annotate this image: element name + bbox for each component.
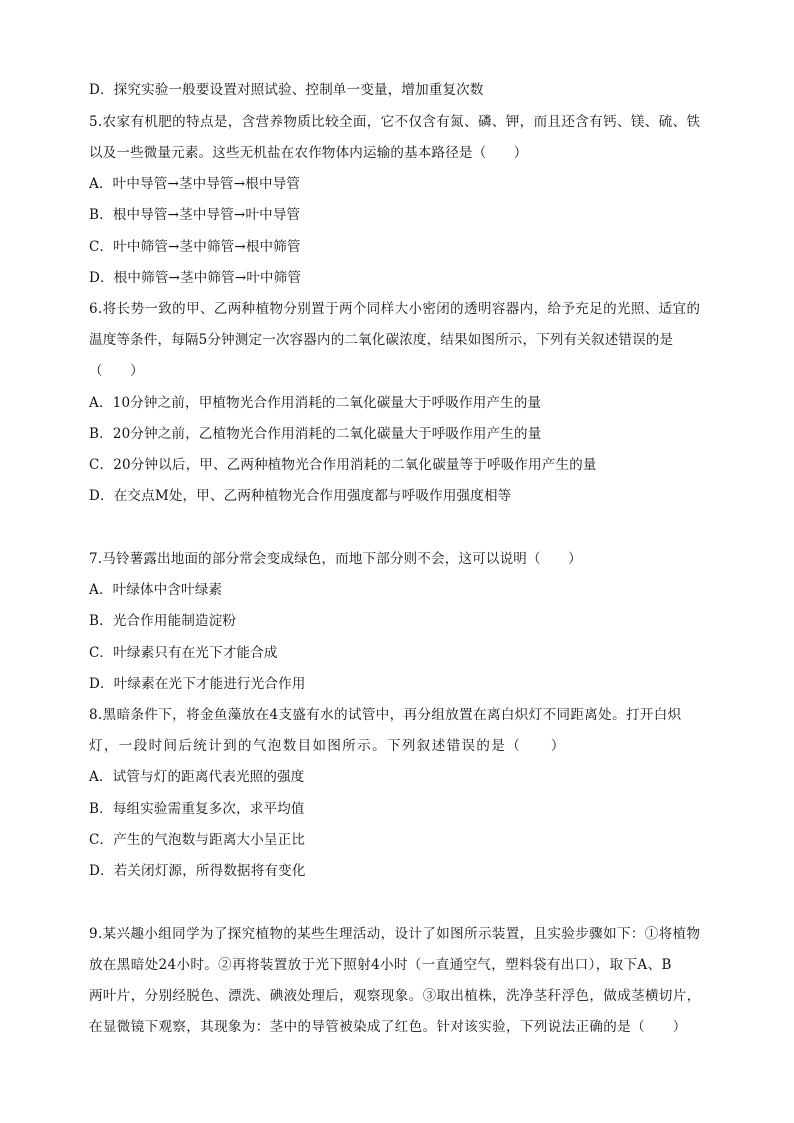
q6-stem-line-3: （ ） xyxy=(89,363,144,379)
q6-option-b: B．20分钟之前，乙植物光合作用消耗的二氧化碳量大于呼吸作用产生的量 xyxy=(89,426,542,442)
q6-stem-line-1: 6.将长势一致的甲、乙两种植物分别置于两个同样大小密闭的透明容器内，给予充足的光照、适宜的 xyxy=(89,301,701,317)
q9-stem-line-3: 两叶片，分别经脱色、漂洗、碘液处理后，观察现象。③取出植株，洗净茎秆浮色，做成茎横切片， xyxy=(89,988,701,1004)
q8-option-c: C．产生的气泡数与距离大小呈正比 xyxy=(89,832,306,848)
q6-option-c: C．20分钟以后，甲、乙两种植物光合作用消耗的二氧化碳量等于呼吸作用产生的量 xyxy=(89,457,597,473)
q8-option-d: D．若关闭灯源，所得数据将有变化 xyxy=(89,863,306,879)
q9-stem-line-2: 放在黑暗处24小时。②再将装置放于光下照射4小时（一直通空气，塑料袋有出口），取下A、B xyxy=(89,957,672,973)
q5-option-a: A．叶中导管→茎中导管→根中导管 xyxy=(89,176,301,192)
q6-stem-line-2: 温度等条件，每隔5分钟测定一次容器内的二氧化碳浓度，结果如图所示，下列有关叙述错误的是 xyxy=(89,332,674,348)
q8-option-a: A．试管与灯的距离代表光照的强度 xyxy=(89,769,305,785)
q8-stem-line-1: 8.黑暗条件下，将金鱼藻放在4支盛有水的试管中，再分组放置在离白炽灯不同距离处。打开白炽 xyxy=(89,707,682,723)
q9-stem-line-4: 在显微镜下观察，其现象为：茎中的导管被染成了红色。针对该实验，下列说法正确的是（ ） xyxy=(89,1019,687,1035)
q7-option-c: C．叶绿素只有在光下才能合成 xyxy=(89,645,278,661)
q5-option-c: C．叶中筛管→茎中筛管→根中筛管 xyxy=(89,239,301,255)
q8-stem-line-2: 灯，一段时间后统计到的气泡数目如图所示。下列叙述错误的是（ ） xyxy=(89,738,566,754)
q7-option-d: D．叶绿素在光下才能进行光合作用 xyxy=(89,676,306,692)
q7-option-a: A．叶绿体中含叶绿素 xyxy=(89,582,223,598)
q5-stem-line-1: 5.农家有机肥的特点是，含营养物质比较全面，它不仅含有氮、磷、钾，而且还含有钙、镁、硫、铁 xyxy=(89,114,701,130)
q7-stem: 7.马铃薯露出地面的部分常会变成绿色，而地下部分则不会，这可以说明（ ） xyxy=(89,551,582,567)
q9-stem-line-1: 9.某兴趣小组同学为了探究植物的某些生理活动，设计了如图所示装置，且实验步骤如下：①将植物 xyxy=(89,926,701,942)
q6-option-a: A．10分钟之前，甲植物光合作用消耗的二氧化碳量大于呼吸作用产生的量 xyxy=(89,395,542,411)
q7-option-b: B．光合作用能制造淀粉 xyxy=(89,613,237,629)
q5-option-b: B．根中导管→茎中导管→叶中导管 xyxy=(89,207,301,223)
q6-option-d: D．在交点M处，甲、乙两种植物光合作用强度都与呼吸作用强度相等 xyxy=(89,488,512,504)
q5-option-d: D．根中筛管→茎中筛管→叶中筛管 xyxy=(89,270,302,286)
q8-option-b: B．每组实验需重复多次，求平均值 xyxy=(89,801,305,817)
q5-stem-line-2: 以及一些微量元素。这些无机盐在农作物体内运输的基本路径是（ ） xyxy=(89,145,528,161)
q4-option-d: D．探究实验一般要设置对照试验、控制单一变量，增加重复次数 xyxy=(89,82,484,98)
